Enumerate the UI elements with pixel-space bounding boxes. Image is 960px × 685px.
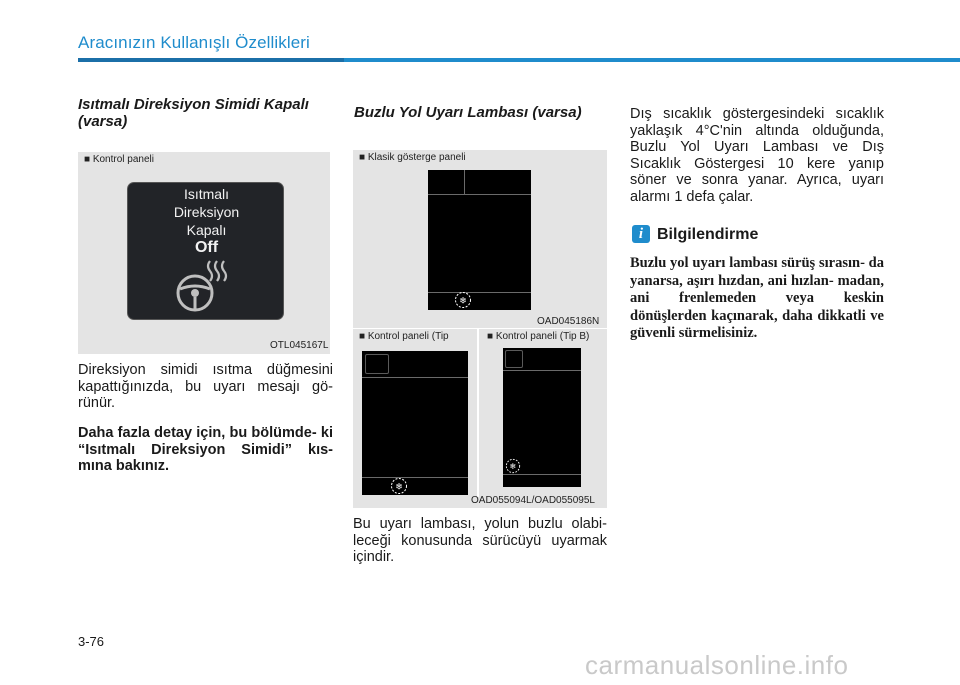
display-line: Kapalı [186, 222, 227, 238]
type-a-cluster-display [362, 351, 468, 495]
svg-text:❄: ❄ [395, 482, 403, 493]
svg-text:❄: ❄ [459, 296, 467, 307]
figure-caption: ■ Kontrol paneli (Tip [359, 331, 449, 342]
heated-wheel-title: Isıtmalı Direksiyon Simidi Kapalı (varsa) [78, 96, 309, 130]
figure-caption: ■ Kontrol paneli (Tip B) [487, 331, 590, 342]
icy-road-icon [454, 291, 472, 309]
svg-text:❄: ❄ [509, 462, 517, 472]
icy-road-title: Buzlu Yol Uyarı Lambası (varsa) [354, 104, 582, 121]
header-rule-accent [78, 58, 344, 62]
figure-caption: ■ Kontrol paneli [84, 154, 154, 165]
figure-code: OAD045186N [537, 316, 600, 327]
figure-code: OAD055094L/OAD055095L [471, 495, 595, 506]
type-b-cluster-display [503, 348, 581, 487]
info-title: Bilgilendirme [657, 226, 759, 243]
section-title: Aracınızın Kullanışlı Özellikleri [78, 33, 310, 52]
info-icon: i [632, 225, 650, 243]
heated-wheel-note: Daha fazla detay için, bu bölümde- ki “Isıtmalı Direksiyon Simidi” kıs- mına bakınız. [78, 425, 333, 474]
heated-wheel-body: Direksiyon simidi ısıtma düğmesini kapattığınızda, bu uyarı mesajı gö- rünür. [78, 362, 333, 411]
info-text: Buzlu yol uyarı lambası sürüş sırasın- da yanarsa, aşırı hızdan, ani hızlan- madan, ani frenlemeden veya keskin dönüşlerden kaçınarak, daha dikkatli ve güvenli sürmelisiniz. [630, 255, 884, 341]
display-line: Isıtmalı [183, 186, 230, 202]
figure-caption: ■ Klasik gösterge paneli [359, 152, 466, 163]
heated-wheel-off-display [127, 182, 284, 320]
page-number: 3-76 [78, 634, 105, 649]
display-line: Off [194, 239, 219, 256]
icy-road-icon [505, 458, 521, 474]
icy-road-body: Bu uyarı lambası, yolun buzlu olabi- leceği konusunda sürücüyü uyarmak içindir. [353, 516, 607, 565]
figure-divider [477, 329, 479, 497]
figure-code: OTL045167L [270, 340, 329, 351]
display-line: Direksiyon [173, 204, 240, 220]
icy-road-body-right: Dış sıcaklık göstergesindeki sıcaklık yaklaşık 4°C'nin altında olduğunda, Buzlu Yol Uyarı Lambası ve Dış Sıcaklık Göstergesi 10 kere yanıp söner ve sonra yanar. Ayrıca, uyarı alarmı 1 defa çalar. [630, 106, 884, 205]
icy-road-icon [390, 477, 408, 495]
heated-steering-wheel-icon [170, 257, 232, 315]
classic-cluster-display [428, 170, 531, 310]
watermark: carmanualsonline.info [585, 650, 849, 680]
